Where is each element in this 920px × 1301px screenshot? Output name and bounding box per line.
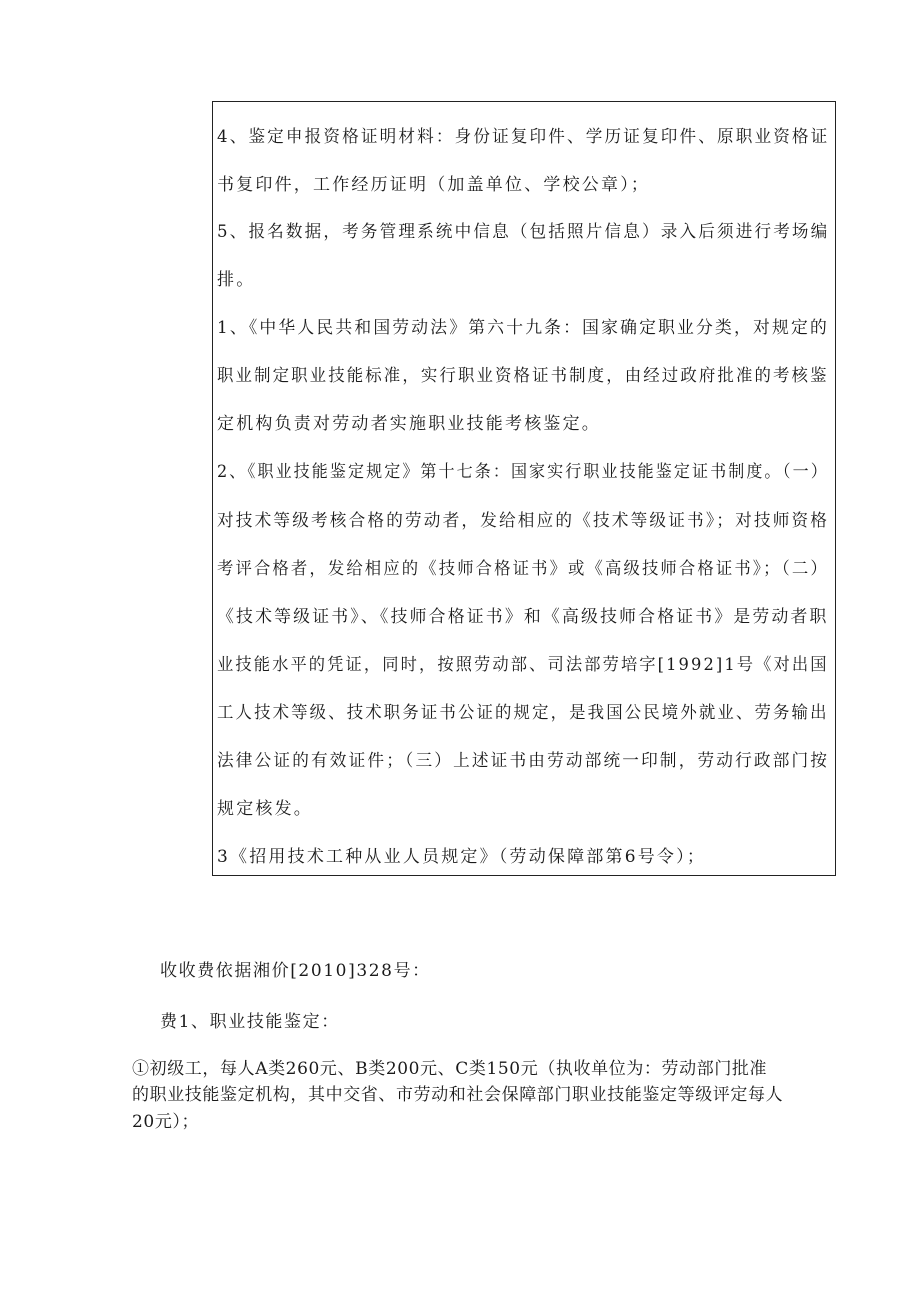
text-line: 书复印件，工作经历证明（加盖单位、学校公章）； bbox=[217, 175, 651, 195]
text-line: 排。 bbox=[217, 270, 256, 290]
fee-item-line: ①初级工，每人A类260元、B类200元、C类150元（执收单位为：劳动部门批准 bbox=[132, 1059, 768, 1079]
fee-heading: 费1、职业技能鉴定： bbox=[160, 1012, 340, 1032]
text-line: 工人技术等级、技术职务证书公证的规定，是我国公民境外就业、劳务输出 bbox=[217, 703, 829, 723]
text-line: 3《招用技术工种从业人员规定》（劳动保障部第6号令）； bbox=[217, 847, 707, 867]
fee-item-line: 20元）； bbox=[132, 1112, 200, 1132]
text-line: 对技术等级考核合格的劳动者，发给相应的《技术等级证书》；对技师资格 bbox=[217, 511, 830, 531]
text-line: 法律公证的有效证件；（三）上述证书由劳动部统一印制，劳动行政部门按 bbox=[217, 751, 830, 771]
text-line: 规定核发。 bbox=[217, 799, 313, 819]
text-line: 1、《中华人民共和国劳动法》第六十九条：国家确定职业分类，对规定的 bbox=[217, 318, 829, 338]
text-line: 定机构负责对劳动者实施职业技能考核鉴定。 bbox=[217, 414, 601, 434]
text-line: 2、《职业技能鉴定规定》第十七条：国家实行职业技能鉴定证书制度。（一） bbox=[217, 462, 829, 482]
text-line: 5、报名数据，考务管理系统中信息（包括照片信息）录入后须进行考场编 bbox=[217, 222, 830, 242]
text-line: 职业制定职业技能标准，实行职业资格证书制度，由经过政府批准的考核鉴 bbox=[217, 366, 829, 386]
text-line: 业技能水平的凭证，同时，按照劳动部、司法部劳培字[1992]1号《对出国 bbox=[217, 655, 829, 675]
text-line: 《技术等级证书》、《技师合格证书》和《高级技师合格证书》是劳动者职 bbox=[217, 607, 829, 627]
fee-item-line: 的职业技能鉴定机构，其中交省、市劳动和社会保障部门职业技能鉴定等级评定每人 bbox=[132, 1085, 784, 1105]
text-line: 考评合格者，发给相应的《技师合格证书》或《高级技师合格证书》；（二） bbox=[217, 559, 829, 579]
basis-table-cell bbox=[212, 101, 836, 876]
fee-basis: 收收费依据湘价[2010]328号： bbox=[160, 961, 431, 981]
text-line: 4、鉴定申报资格证明材料：身份证复印件、学历证复印件、原职业资格证 bbox=[217, 127, 830, 147]
